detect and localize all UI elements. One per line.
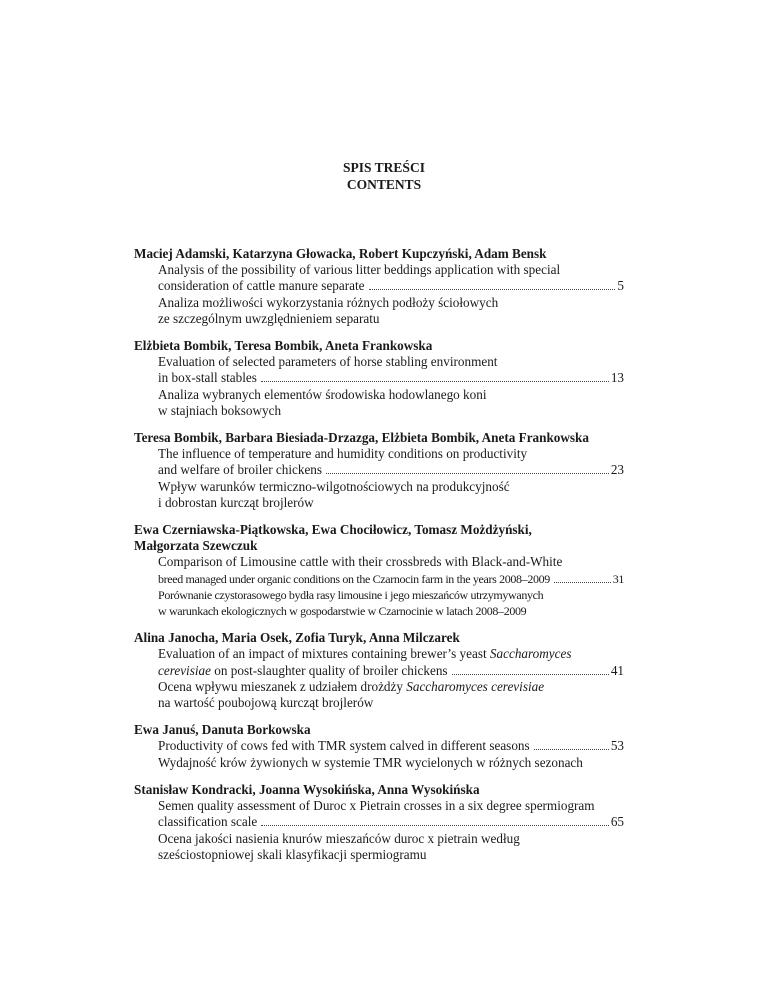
entry-title-en-leader[interactable]	[158, 370, 624, 386]
entry-title-pl: Wpływ warunków termiczno-wilgotnościowych na produkcyjność	[158, 478, 510, 494]
heading-polish: SPIS TREŚCI	[343, 160, 425, 175]
entry-title-en: breed managed under organic conditions on the Czarnocin farm in the years 2008–2009	[158, 571, 550, 586]
page-number: 65	[610, 814, 624, 830]
species-name: Saccharomyces	[489, 646, 572, 662]
entry-authors: Teresa Bombik, Barbara Biesiada-Drzazga, Elżbieta Bombik, Aneta Frankowska	[134, 430, 589, 446]
page-number: 31	[612, 571, 624, 586]
dot-leader	[261, 381, 609, 382]
entry-authors: Ewa Januś, Danuta Borkowska	[134, 722, 311, 738]
entry-title-en: and welfare of broiler chickens	[158, 462, 323, 478]
entry-title-en: The influence of temperature and humidity conditions on productivity	[158, 446, 528, 462]
entry-title-en-leader[interactable]	[158, 738, 624, 754]
page-heading	[0, 159, 768, 193]
table-of-contents	[134, 246, 624, 874]
toc-entry	[134, 522, 624, 619]
entry-authors: Stanisław Kondracki, Joanna Wysokińska, Anna Wysokińska	[134, 781, 480, 797]
entry-authors: Maciej Adamski, Katarzyna Głowacka, Robert Kupczyński, Adam Bensk	[134, 246, 547, 261]
page-number: 23	[610, 462, 624, 478]
entry-title-pl: Analiza wybranych elementów środowiska hodowlanego koni	[158, 386, 487, 402]
entry-title-pl: ze szczególnym uwzględnieniem separatu	[158, 310, 380, 326]
page-number: 41	[610, 662, 624, 678]
entry-title-pl: Analiza możliwości wykorzystania różnych podłoży ściołowych	[158, 294, 499, 310]
entry-title-en: Comparison of Limousine cattle with their crossbreds with Black-and-White	[158, 554, 563, 570]
entry-title-en-leader[interactable]	[158, 462, 624, 478]
entry-title-pl: sześciostopniowej skali klasyfikacji spermiogramu	[158, 846, 427, 862]
entry-title-pl: Wydajność krów żywionych w systemie TMR wycielonych w różnych sezonach	[158, 754, 583, 770]
entry-authors: Elżbieta Bombik, Teresa Bombik, Aneta Frankowska	[134, 338, 433, 354]
toc-entry	[134, 246, 624, 327]
entry-title-en: cerevisiae on post-slaughter quality of broiler chickens	[158, 662, 448, 678]
entry-title-pl: w stajniach boksowych	[158, 402, 282, 418]
heading-english: CONTENTS	[346, 177, 422, 192]
toc-entry	[134, 722, 624, 771]
entry-title-en-leader[interactable]	[158, 814, 624, 830]
entry-title-en: classification scale	[158, 814, 258, 830]
toc-entry	[134, 630, 624, 711]
toc-entry	[134, 782, 624, 863]
entry-title-pl: Ocena wpływu mieszanek z udziałem drożdży Saccharomyces cerevisiae	[158, 678, 545, 694]
dot-leader	[261, 825, 609, 826]
entry-title-en: in box-stall stables	[158, 370, 257, 386]
page-number: 53	[610, 738, 624, 754]
entry-title-pl: na wartość poubojową kurcząt brojlerów	[158, 695, 374, 711]
entry-title-en: consideration of cattle manure separate	[158, 278, 365, 294]
species-name: Saccharomyces cerevisiae	[406, 678, 545, 694]
entry-authors: Małgorzata Szewczuk	[134, 538, 258, 554]
species-name: cerevisiae	[158, 662, 211, 678]
dot-leader	[452, 674, 609, 675]
entry-title-en: Evaluation of selected parameters of horse stabling environment	[158, 354, 498, 370]
entry-title-en-leader[interactable]	[158, 571, 624, 587]
entry-title-en-leader[interactable]	[158, 278, 624, 294]
entry-title-en: Analysis of the possibility of various litter beddings application with special	[158, 262, 561, 278]
dot-leader	[326, 473, 609, 474]
entry-title-en-leader[interactable]	[158, 663, 624, 679]
entry-title-en: Evaluation of an impact of mixtures containing brewer’s yeast Saccharomyces	[158, 646, 572, 662]
dot-leader	[554, 582, 611, 583]
entry-authors: Ewa Czerniawska-Piątkowska, Ewa Chociłowicz, Tomasz Możdżyński,	[134, 522, 532, 538]
page-number: 5	[617, 278, 624, 294]
entry-authors: Alina Janocha, Maria Osek, Zofia Turyk, Anna Milczarek	[134, 630, 460, 646]
entry-title-en: Semen quality assessment of Duroc x Pietrain crosses in a six degree spermiogram	[158, 798, 595, 814]
entry-title-pl: Porównanie czystorasowego bydła rasy limousine i jego mieszańców utrzymywanych	[158, 587, 544, 602]
entry-title-pl: i dobrostan kurcząt brojlerów	[158, 494, 314, 510]
entry-title-en: Productivity of cows fed with TMR system calved in different seasons	[158, 738, 530, 754]
dot-leader	[534, 749, 609, 750]
page-number: 13	[610, 370, 624, 386]
dot-leader	[369, 289, 616, 290]
entry-title-pl: Ocena jakości nasienia knurów mieszańców duroc x pietrain według	[158, 830, 520, 846]
entry-title-pl: w warunkach ekologicznych w gospodarstwie w Czarnocinie w latach 2008–2009	[158, 604, 527, 619]
toc-entry	[134, 338, 624, 419]
toc-entry	[134, 430, 624, 511]
